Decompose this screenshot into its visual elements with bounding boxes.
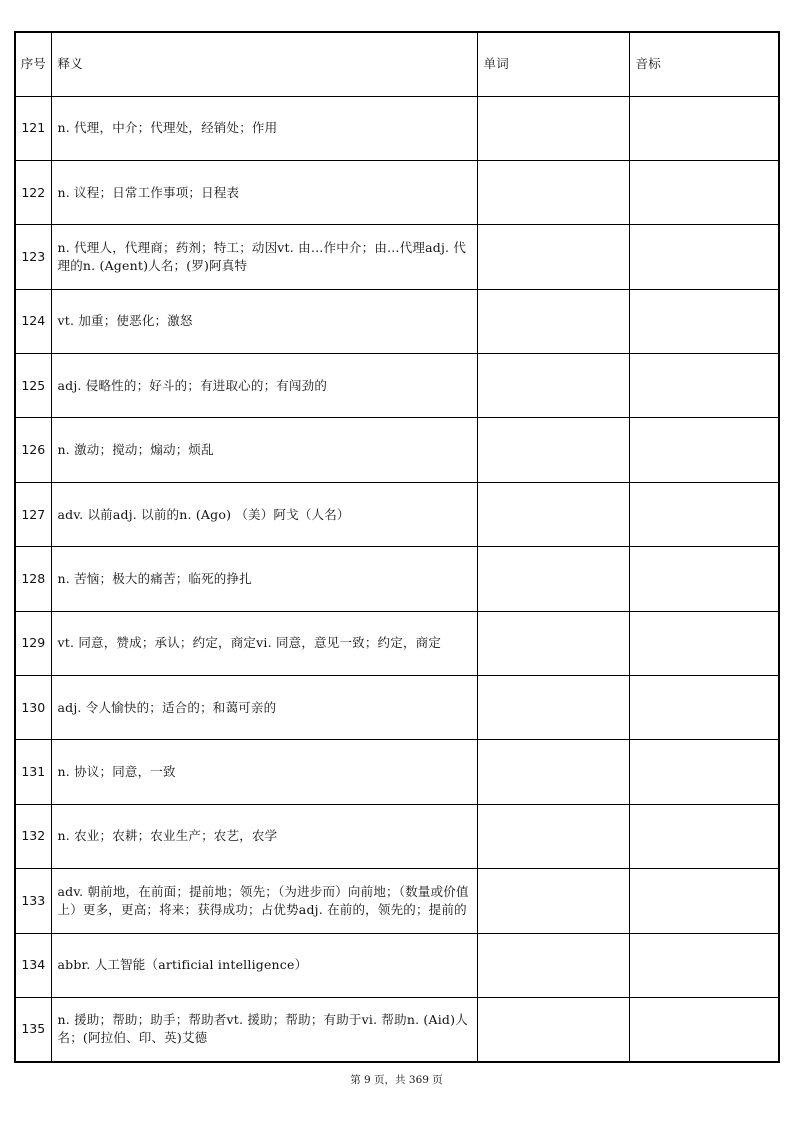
row-phonetic-cell[interactable] (629, 418, 779, 482)
row-phonetic-cell[interactable] (629, 804, 779, 868)
row-number: 121 (15, 96, 51, 160)
row-phonetic-cell[interactable] (629, 289, 779, 353)
table-row (15, 354, 779, 418)
table-row (15, 160, 779, 224)
row-definition: adv. 朝前地，在前面；提前地；领先；（为进步而）向前地；（数量或价值上）更多，更高；将来；获得成功；占优势adj. 在前的，领先的；提前的 (51, 869, 477, 933)
table-row (15, 933, 779, 997)
row-definition: n. 议程；日常工作事项；日程表 (51, 160, 477, 224)
table-body (15, 96, 779, 1062)
row-phonetic-cell[interactable] (629, 354, 779, 418)
row-number: 132 (15, 804, 51, 868)
row-word-cell[interactable] (477, 418, 629, 482)
row-number: 134 (15, 933, 51, 997)
row-number: 124 (15, 289, 51, 353)
row-phonetic-cell[interactable] (629, 997, 779, 1061)
row-definition: n. 农业；农耕；农业生产；农艺，农学 (51, 804, 477, 868)
row-word-cell[interactable] (477, 289, 629, 353)
row-phonetic-cell[interactable] (629, 482, 779, 546)
table-row (15, 804, 779, 868)
row-number: 135 (15, 997, 51, 1061)
table-row (15, 740, 779, 804)
row-phonetic-cell[interactable] (629, 96, 779, 160)
page-footer: 第 9 页，共 369 页 (350, 1074, 443, 1086)
row-definition: adj. 侵略性的；好斗的；有进取心的；有闯劲的 (51, 354, 477, 418)
table-row (15, 96, 779, 160)
row-definition: n. 援助；帮助；助手；帮助者vt. 援助；帮助；有助于vi. 帮助n. (Aid)人名；(阿拉伯、印、英)艾德 (51, 997, 477, 1061)
row-definition: vt. 同意，赞成；承认；约定，商定vi. 同意，意见一致；约定，商定 (51, 611, 477, 675)
row-phonetic-cell[interactable] (629, 611, 779, 675)
header-phonetic: 音标 (629, 32, 779, 96)
row-word-cell[interactable] (477, 804, 629, 868)
row-number: 122 (15, 160, 51, 224)
row-phonetic-cell[interactable] (629, 869, 779, 933)
row-word-cell[interactable] (477, 933, 629, 997)
row-definition: abbr. 人工智能（artificial intelligence） (51, 933, 477, 997)
row-word-cell[interactable] (477, 225, 629, 289)
row-definition: n. 代理人，代理商；药剂；特工；动因vt. 由…作中介；由…代理adj. 代理的n. (Agent)人名；(罗)阿真特 (51, 225, 477, 289)
row-word-cell[interactable] (477, 676, 629, 740)
table-header-row (15, 32, 779, 96)
table-row (15, 289, 779, 353)
header-definition: 释义 (51, 32, 477, 96)
row-number: 131 (15, 740, 51, 804)
row-definition: n. 激动；搅动；煽动；烦乱 (51, 418, 477, 482)
row-number: 127 (15, 482, 51, 546)
vocabulary-table (14, 31, 780, 1063)
row-definition: n. 苦恼；极大的痛苦；临死的挣扎 (51, 547, 477, 611)
row-phonetic-cell[interactable] (629, 740, 779, 804)
table-row (15, 869, 779, 933)
row-number: 130 (15, 676, 51, 740)
row-number: 129 (15, 611, 51, 675)
row-word-cell[interactable] (477, 869, 629, 933)
row-word-cell[interactable] (477, 354, 629, 418)
row-phonetic-cell[interactable] (629, 225, 779, 289)
row-word-cell[interactable] (477, 160, 629, 224)
table-row (15, 418, 779, 482)
row-definition: vt. 加重；使恶化；激怒 (51, 289, 477, 353)
row-number: 125 (15, 354, 51, 418)
table-row (15, 611, 779, 675)
row-definition: adj. 令人愉快的；适合的；和蔼可亲的 (51, 676, 477, 740)
row-definition: adv. 以前adj. 以前的n. (Ago) （美）阿戈（人名） (51, 482, 477, 546)
row-word-cell[interactable] (477, 997, 629, 1061)
table-row (15, 482, 779, 546)
row-word-cell[interactable] (477, 96, 629, 160)
table-row (15, 676, 779, 740)
row-word-cell[interactable] (477, 740, 629, 804)
row-phonetic-cell[interactable] (629, 547, 779, 611)
row-phonetic-cell[interactable] (629, 933, 779, 997)
table-row (15, 225, 779, 289)
row-word-cell[interactable] (477, 482, 629, 546)
row-number: 128 (15, 547, 51, 611)
row-number: 123 (15, 225, 51, 289)
row-phonetic-cell[interactable] (629, 676, 779, 740)
row-definition: n. 代理，中介；代理处，经销处；作用 (51, 96, 477, 160)
row-definition: n. 协议；同意，一致 (51, 740, 477, 804)
row-number: 126 (15, 418, 51, 482)
header-number: 序号 (15, 32, 51, 96)
row-word-cell[interactable] (477, 611, 629, 675)
row-number: 133 (15, 869, 51, 933)
row-phonetic-cell[interactable] (629, 160, 779, 224)
table-row (15, 547, 779, 611)
row-word-cell[interactable] (477, 547, 629, 611)
header-word: 单词 (477, 32, 629, 96)
table-row (15, 997, 779, 1061)
